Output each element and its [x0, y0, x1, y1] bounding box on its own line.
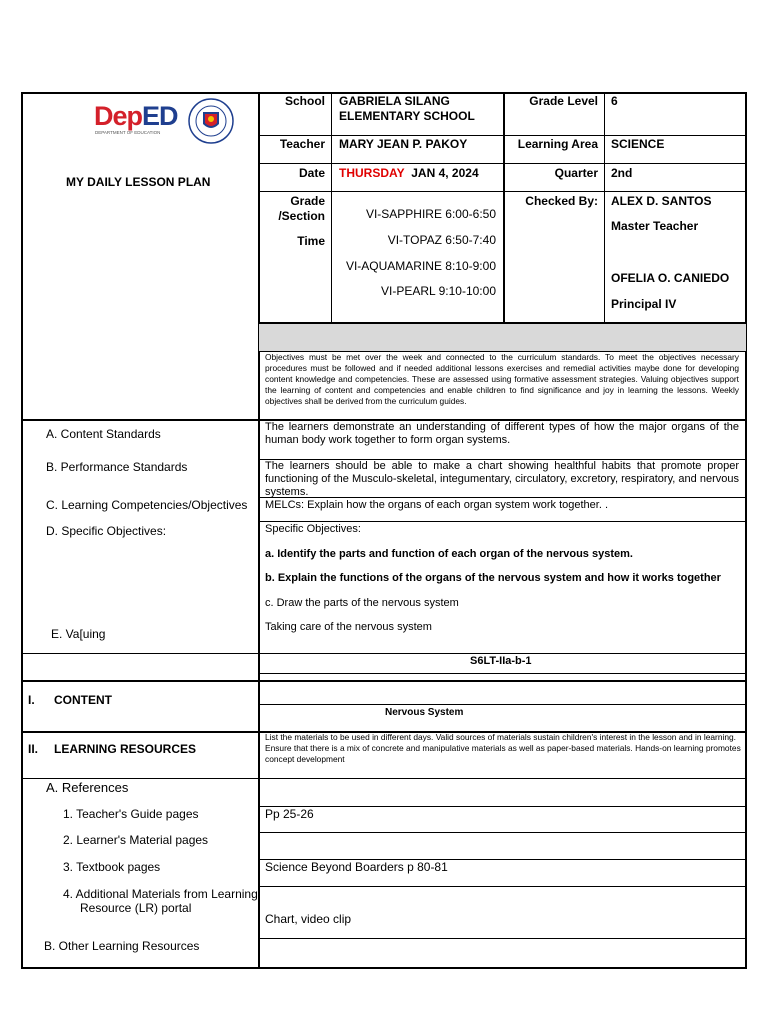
additional-materials-label-line2: Resource (LR) portal	[80, 901, 192, 915]
deped-logo	[92, 95, 242, 145]
performance-standards-label: B. Performance Standards	[46, 460, 188, 474]
quarter-label: Quarter	[554, 166, 598, 180]
section-1: VI-SAPPHIRE 6:00-6:50	[365, 207, 496, 221]
gray-band	[259, 324, 746, 351]
section-4: VI-PEARL 9:10-10:00	[381, 284, 496, 298]
performance-standards-value: The learners should be able to make a chart showing healthful habits that promote proper functioning of the Musculo-skeletal, integumentary, circulatory, excretory, respiratory, and nervous systems.	[265, 460, 739, 498]
content-standards-label: A. Content Standards	[46, 427, 161, 441]
references-label: A. References	[46, 780, 129, 795]
date-day: THURSDAY	[339, 166, 405, 180]
objective-b: b. Explain the functions of the organs of the nervous system and how it works together	[265, 572, 721, 584]
school-value: GABRIELA SILANG	[339, 94, 450, 108]
content-standards-value: The learners demonstrate an understanding of different types of how the major organs of the human body work together to form organ systems.	[265, 421, 739, 446]
objective-c: c. Draw the parts of the nervous system	[265, 597, 459, 609]
textbook-value: Science Beyond Boarders p 80-81	[265, 860, 448, 874]
school-value-line2: ELEMENTARY SCHOOL	[339, 109, 475, 123]
teachers-guide-value: Pp 25-26	[265, 807, 314, 821]
date-label: Date	[298, 166, 325, 180]
grade-section-label-2: /Section	[278, 209, 325, 223]
textbook-label: 3. Textbook pages	[63, 860, 161, 874]
principal-name: OFELIA O. CANIEDO	[611, 271, 730, 285]
principal-title: Principal IV	[611, 297, 677, 311]
logo-dep: Dep	[94, 101, 143, 131]
checker-name: ALEX D. SANTOS	[611, 194, 712, 208]
content-label: CONTENT	[54, 693, 112, 707]
time-label: Time	[297, 234, 325, 248]
date-text: JAN 4, 2024	[411, 166, 479, 180]
additional-materials-value: Chart, video clip	[265, 912, 352, 926]
grade-section-label: Grade	[290, 194, 325, 208]
specific-objectives-heading: Specific Objectives:	[265, 523, 361, 535]
competencies-label: C. Learning Competencies/Objectives	[46, 498, 248, 512]
learning-area-label: Learning Area	[517, 137, 598, 151]
learners-material-label: 2. Learner's Material pages	[63, 833, 209, 847]
teacher-value: MARY JEAN P. PAKOY	[339, 137, 468, 151]
learning-resources-note: List the materials to be used in different days. Valid sources of materials sustain children's interest in the lesson and in learning. Ensure that there is a mix of concrete and manipulative materials as well as paper-based materials. Hands-on learning promotes concept development	[265, 732, 741, 764]
section-3: VI-AQUAMARINE 8:10-9:00	[345, 259, 496, 273]
competencies-value: MELCs: Explain how the organs of each organ system work together. .	[265, 499, 609, 511]
learning-area-value: SCIENCE	[611, 137, 665, 151]
other-resources-label: B. Other Learning Resources	[44, 939, 200, 953]
valuing-label: E. Va[uing	[51, 627, 106, 641]
logo-ed: ED	[142, 101, 178, 131]
objectives-note: Objectives must be met over the week and connected to the curriculum standards. To meet the objectives necessary procedures must be followed and if needed additional lessons exercises and remedial activities maybe done for developing content knowledge and competencies. These are assessed using formative assessment strategies. Valuing objectives support the learning of content and competencies and enable children to find significance and joy in learning the lessons. Weekly objectives shall be derived from the curriculum guides.	[265, 352, 739, 406]
teachers-guide-label: 1. Teacher's Guide pages	[63, 807, 199, 821]
objective-a: a. Identify the parts and function of each organ of the nervous system.	[265, 548, 633, 560]
date-value	[339, 166, 479, 180]
teacher-label: Teacher	[279, 137, 325, 151]
competency-code: S6LT-IIa-b-1	[470, 655, 532, 667]
logo-subtitle: DEPARTMENT OF EDUCATION	[95, 130, 161, 135]
grade-level-label: Grade Level	[529, 94, 598, 108]
page-title: MY DAILY LESSON PLAN	[66, 175, 211, 189]
school-label: School	[284, 94, 325, 108]
deped-seal-icon	[188, 98, 234, 144]
additional-materials-label: 4. Additional Materials from Learning	[63, 887, 258, 901]
valuing-value: Taking care of the nervous system	[265, 621, 432, 633]
content-value: Nervous System	[385, 707, 464, 718]
content-number: I.	[28, 693, 35, 707]
checked-by-label: Checked By:	[525, 194, 598, 208]
grade-level-value: 6	[611, 94, 618, 108]
checker-title: Master Teacher	[611, 219, 699, 233]
learning-resources-number: II.	[28, 742, 39, 756]
section-2: VI-TOPAZ 6:50-7:40	[387, 233, 496, 247]
quarter-value: 2nd	[611, 166, 633, 180]
learning-resources-label: LEARNING RESOURCES	[54, 742, 197, 756]
specific-objectives-label: D. Specific Objectives:	[46, 524, 167, 538]
